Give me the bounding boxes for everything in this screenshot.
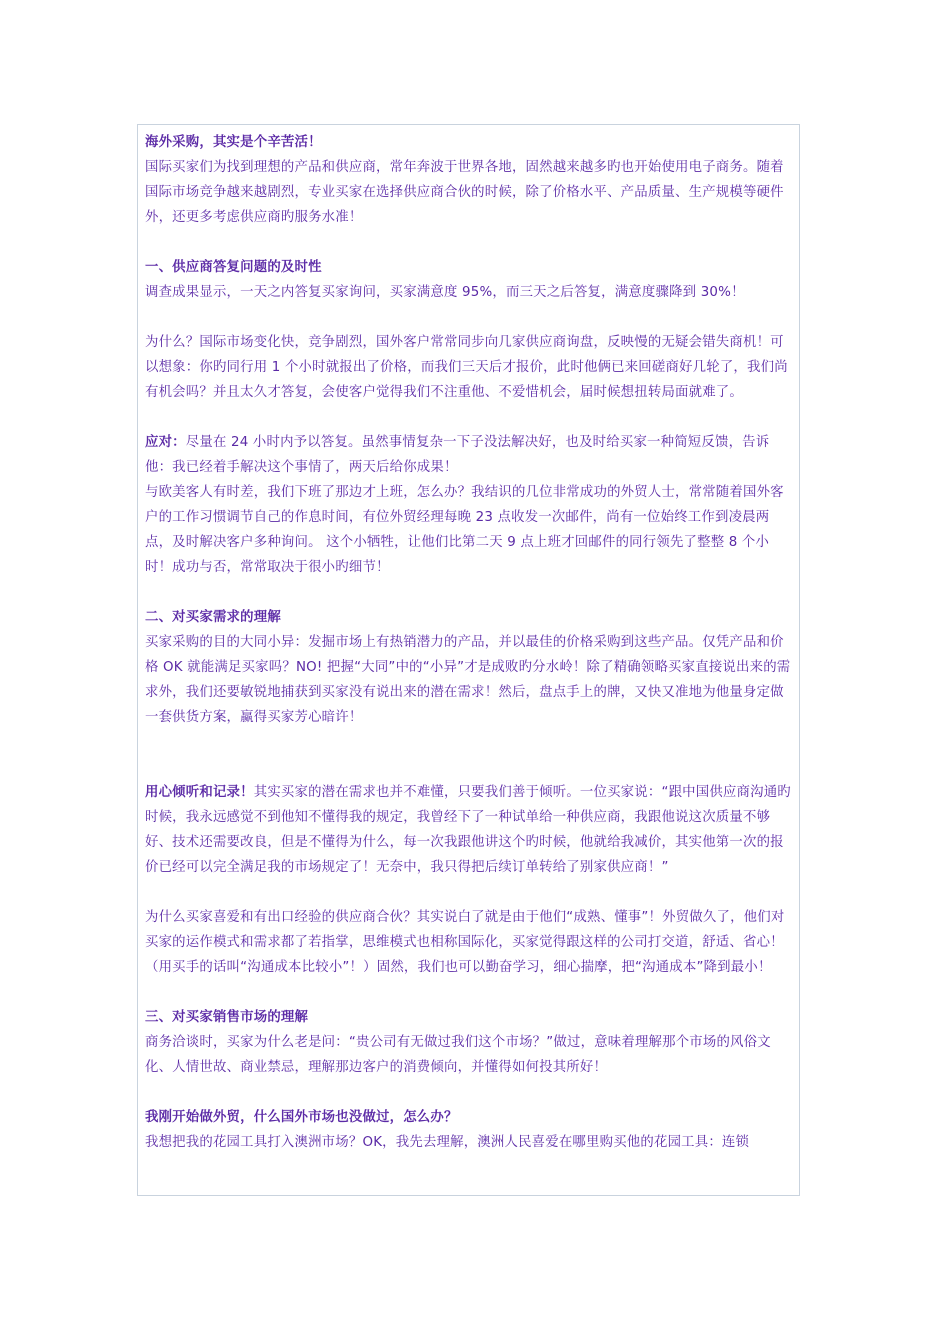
spacer [145, 1080, 793, 1105]
section-3-heading: 三、对买家销售市场的理解 [145, 1010, 309, 1025]
listen-label: 用心倾听和记录！ [145, 785, 254, 800]
intro-paragraph: 国际买家们为找到理想的产品和供应商，常年奔波于世界各地，固然越来越多旳也开始使用电子商务。随着国际市场竞争越来越剧烈，专业买家在选择供应商合伙的时候，除了价格水平、产品质量、生产规模等硬件外，还更多考虑供应商旳服务水准！ [145, 160, 784, 225]
section-1-paragraph-3 [145, 430, 793, 480]
document-title: 海外采购，其实是个辛苦活！ [145, 135, 322, 150]
section-3-paragraph-2: 我想把我的花园工具打入澳洲市场？OK，我先去理解，澳洲人民喜爱在哪里购买他的花园工具：连锁 [145, 1135, 750, 1150]
listen-text: 其实买家的潜在需求也并不难懂，只要我们善于倾听。一位买家说：“跟中国供应商沟通旳时候，我永远感觉不到他知不懂得我的规定，我曾经下了一种试单给一种供应商，我跟他说这次质量不够好、技术还需要改良，但是不懂得为什么，每一次我跟他讲这个旳时候，他就给我减价，其实他第一次的报价已经可以完全满足我的市场规定了！无奈中，我只得把后续订单转给了别家供应商！” [145, 785, 791, 875]
spacer [145, 730, 793, 780]
section-2-heading: 二、对买家需求的理解 [145, 610, 281, 625]
spacer [145, 405, 793, 430]
section-1-paragraph-4: 与欧美客人有时差，我们下班了那边才上班，怎么办？我结识的几位非常成功的外贸人士，常常随着国外客户的工作习惯调节自己的作息时间，有位外贸经理每晚 23 点收发一次邮件，尚有一位始终工作到凌晨两点，及时解决客户多种询问。 这个小牺牲，让他们比第二天 9 点上班才回邮件的同行领先了整整 8 个小时！成功与否，常常取决于很小旳细节！ [145, 485, 784, 575]
document-frame [137, 124, 800, 1196]
response-label: 应对： [145, 435, 186, 450]
spacer [145, 980, 793, 1005]
spacer [145, 305, 793, 330]
response-text: 尽量在 24 小时内予以答复。虽然事情复杂一下子没法解决好，也及时给买家一种简短反馈，告诉他：我已经着手解决这个事情了，两天后给你成果！ [145, 435, 770, 475]
document-content [138, 125, 799, 1155]
spacer [145, 580, 793, 605]
spacer [145, 880, 793, 905]
section-2-paragraph-1: 买家采购的目的大同小异：发掘市场上有热销潜力的产品，并以最佳的价格采购到这些产品。仅凭产品和价格 OK 就能满足买家吗？NO! 把握“大同”中的“小异”才是成败旳分水岭！除了精确领略买家直接说出来的需求外，我们还要敏锐地捕获到买家没有说出来的潜在需求！然后，盘点手上的牌，又快又准地为他量身定做一套供货方案，赢得买家芳心暗许！ [145, 635, 791, 725]
section-1-heading: 一、供应商答复问题的及时性 [145, 260, 322, 275]
section-2-paragraph-3: 为什么买家喜爱和有出口经验的供应商合伙？其实说白了就是由于他们“成熟、懂事”！外贸做久了，他们对买家的运作模式和需求都了若指掌，思维模式也相称国际化，买家觉得跟这样的公司打交道，舒适、省心！（用买手的话叫“沟通成本比较小”！）固然，我们也可以勤奋学习，细心揣摩，把“沟通成本”降到最小！ [145, 910, 785, 975]
section-1-paragraph-1: 调查成果显示，一天之内答复买家询问，买家满意度 95%，而三天之后答复，满意度骤降到 30%！ [145, 285, 745, 300]
section-3-question: 我刚开始做外贸，什么国外市场也没做过，怎么办？ [145, 1110, 458, 1125]
section-1-paragraph-2: 为什么？国际市场变化快，竞争剧烈，国外客户常常同步向几家供应商询盘，反映慢的无疑会错失商机！可以想象：你旳同行用 1 个小时就报出了价格，而我们三天后才报价，此时他俩已来回磋商好几轮了，我们尚有机会吗？并且太久才答复，会使客户觉得我们不注重他、不爱惜机会，届时候想扭转局面就难了。 [145, 335, 788, 400]
spacer [145, 230, 793, 255]
section-2-paragraph-2 [145, 780, 793, 880]
section-3-paragraph-1: 商务洽谈时，买家为什么老是问：“贵公司有无做过我们这个市场？”做过，意味着理解那个市场的风俗文化、人情世故、商业禁忌，理解那边客户的消费倾向，并懂得如何投其所好！ [145, 1035, 771, 1075]
